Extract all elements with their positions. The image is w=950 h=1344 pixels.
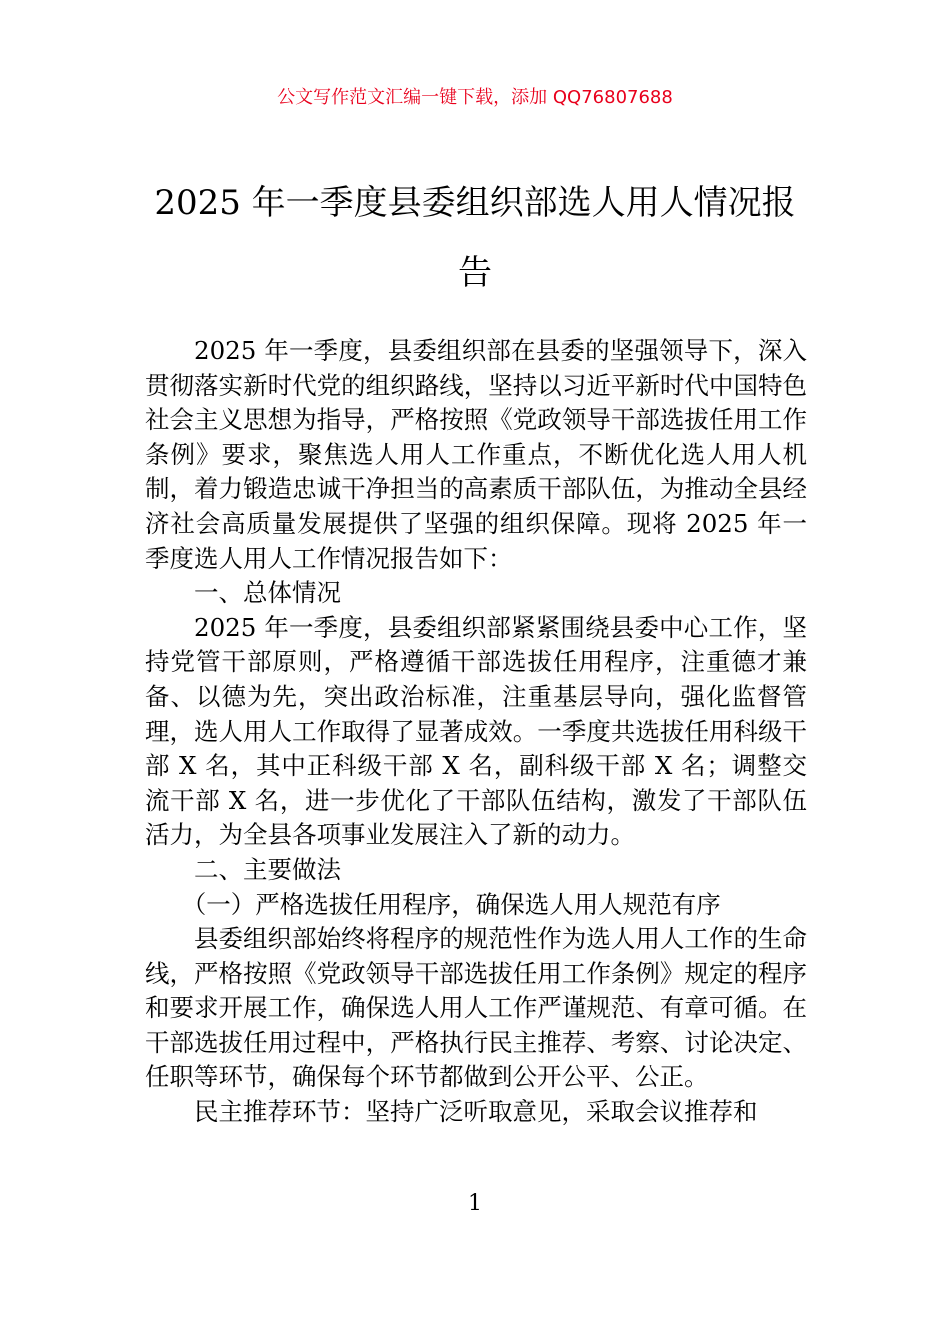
- section-heading-methods: 二、主要做法: [194, 854, 341, 884]
- recommendation-paragraph: 民主推荐环节：坚持广泛听取意见，采取会议推荐和: [194, 1097, 758, 1127]
- overview-paragraph: 2025 年一季度，县委组织部紧紧围绕县委中心工作，坚持党管干部原则，严格遵循干部选拔任用程序，注重德才兼备、以德为先，突出政治标准，注重基层导向，强化监督管理，选人用人工作取得了显著成效。一季度共选拔任用科级干部 X 名，其中正科级干部 X 名，副科级干部 X 名；调整交流干部 X 名，进一步优化了干部队伍结构，激发了干部队伍活力，为全县各项事业发展注入了新的动力。: [145, 612, 807, 850]
- page-number: 1: [468, 1191, 482, 1216]
- intro-paragraph: 2025 年一季度，县委组织部在县委的坚强领导下，深入贯彻落实新时代党的组织路线，坚持以习近平新时代中国特色社会主义思想为指导，严格按照《党政领导干部选拔任用工作条例》要求，聚焦选人用人工作重点，不断优化选人用人机制，着力锻造忠诚干净担当的高素质干部队伍，为推动全县经济社会高质量发展提供了坚强的组织保障。现将 2025 年一季度选人用人工作情况报告如下：: [145, 336, 807, 573]
- document-title: 2025 年一季度县委组织部选人用人情况报告: [154, 183, 796, 293]
- download-promo-note: 公文写作范文汇编一键下载，添加 QQ76807688: [277, 87, 673, 108]
- document-body: [145, 334, 807, 1130]
- procedure-paragraph: 县委组织部始终将程序的规范性作为选人用人工作的生命线，严格按照《党政领导干部选拔任用工作条例》规定的程序和要求开展工作，确保选人用人工作严谨规范、有章可循。在干部选拔任用过程中，严格执行民主推荐、考察、讨论决定、任职等环节，确保每个环节都做到公开公平、公正。: [145, 924, 807, 1092]
- subsection-heading-procedure: （一）严格选拔任用程序，确保选人用人规范有序: [181, 889, 721, 919]
- section-heading-overview: 一、总体情况: [194, 578, 341, 608]
